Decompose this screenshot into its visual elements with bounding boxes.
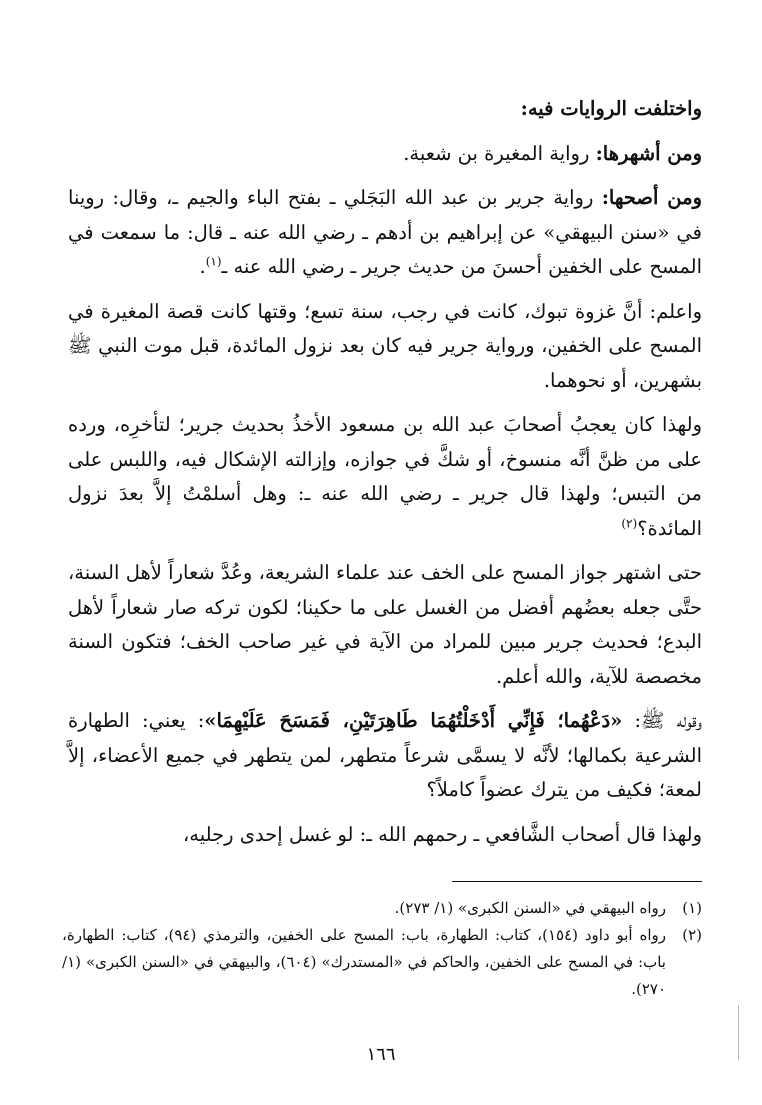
paragraph-6-text: : يعني: الطهارة الشرعية بكمالها؛ لأنَّه لا يسمَّى شرعاً متطهر، لمن يتطهر في جميع الأعضاء، إلاَّ لمعة؛ فكيف من يترك عضواً كاملاً؟: [68, 709, 702, 801]
paragraph-1: [68, 137, 702, 172]
paragraph-2-end: .: [199, 255, 206, 278]
footnote-text: رواه أبو داود (١٥٤)، كتاب: الطهارة، باب: المسح على الخفين، والترمذي (٩٤)، كتاب: الطهارة، باب: في المسح على الخفين، والحاكم في «المستدرك» (٦٠٤)، والبيهقي في «السنن الكبرى» (١/ ٢٧٠).: [62, 926, 666, 998]
footnote-1: [62, 895, 702, 922]
footnote-ref-2: (٢): [621, 516, 638, 530]
section-heading: واختلفت الروايات فيه:: [520, 97, 702, 120]
page-number: ١٦٦: [366, 1044, 396, 1065]
footnote-2: [62, 922, 702, 1003]
paragraph-2-text: رواية جرير بن عبد الله البَجَلي ـ بفتح الباء والجيم ـ، وقال: روينا في «سنن البيهقي» عن إبراهيم بن أدهم ـ رضي الله عنه ـ قال: ما سمعت في المسح على الخفين أحسنَ من حديث جرير ـ رضي الله عنه ـ: [68, 186, 702, 278]
paragraph-4-text: ولهذا كان يعجبُ أصحابَ عبد الله بن مسعود الأخذُ بحديث جرير؛ لتأخرِه، ورده على من ظنَّ أنَّه منسوخ، أو شكَّ في جوازه، وإزالته الإشكال فيه، واللبس على من التبس؛ ولهذا قال جرير ـ رضي الله عنه ـ: وهل أسلمْتُ إلاَّ بعدَ نزول المائدة؟: [68, 413, 702, 540]
paragraph-1-lead: ومن أشهرها:: [595, 141, 702, 165]
footnote-number: (٢): [682, 926, 702, 944]
main-text: [68, 92, 702, 862]
paragraph-6: [68, 704, 702, 808]
paragraph-4: [68, 408, 702, 546]
footnote-number: (١): [682, 899, 702, 917]
paragraph-2: [68, 181, 702, 285]
hadith-quote: «دَعْهُما؛ فَإِنِّي أَدْخَلْتُهُمَا طَاهِرَتَيْنِ، فَمَسَحَ عَلَيْهِمَا»: [204, 709, 623, 732]
footnote-text: رواه البيهقي في «السنن الكبرى» (١/ ٢٧٣).: [394, 899, 666, 917]
paragraph-6-lead: وقوله ﷺ:: [622, 709, 702, 732]
paragraph-5: حتى اشتهر جواز المسح على الخف عند علماء الشريعة، وعُدَّ شعاراً لأهل السنة، حتَّى جعله بعضُهم أفضل من الغسل على ما حكينا؛ لكون تركه صار شعاراً لأهل البدع؛ فحديث جرير مبين للمراد من الآية في غير صاحب الخف؛ فتكون السنة مخصصة للآية، والله أعلم.: [68, 561, 702, 688]
footnote-divider: [452, 881, 702, 882]
footnotes: [62, 895, 702, 1003]
paragraph-3: واعلم: أنَّ غزوة تبوك، كانت في رجب، سنة تسع؛ وقتها كانت قصة المغيرة في المسح على الخفين، ورواية جرير فيه كان بعد نزول المائدة، قبل موت النبي ﷺ بشهرين، أو نحوهما.: [68, 299, 702, 392]
paragraph-2-lead: ومن أصحها:: [601, 186, 702, 209]
footnote-ref-1: (١): [205, 254, 222, 269]
paragraph-7: ولهذا قال أصحاب الشَّافعي ـ رحمهم الله ـ: لو غسل إحدى رجليه،: [182, 822, 702, 846]
paragraph-1-text: رواية المغيرة بن شعبة.: [403, 141, 596, 165]
